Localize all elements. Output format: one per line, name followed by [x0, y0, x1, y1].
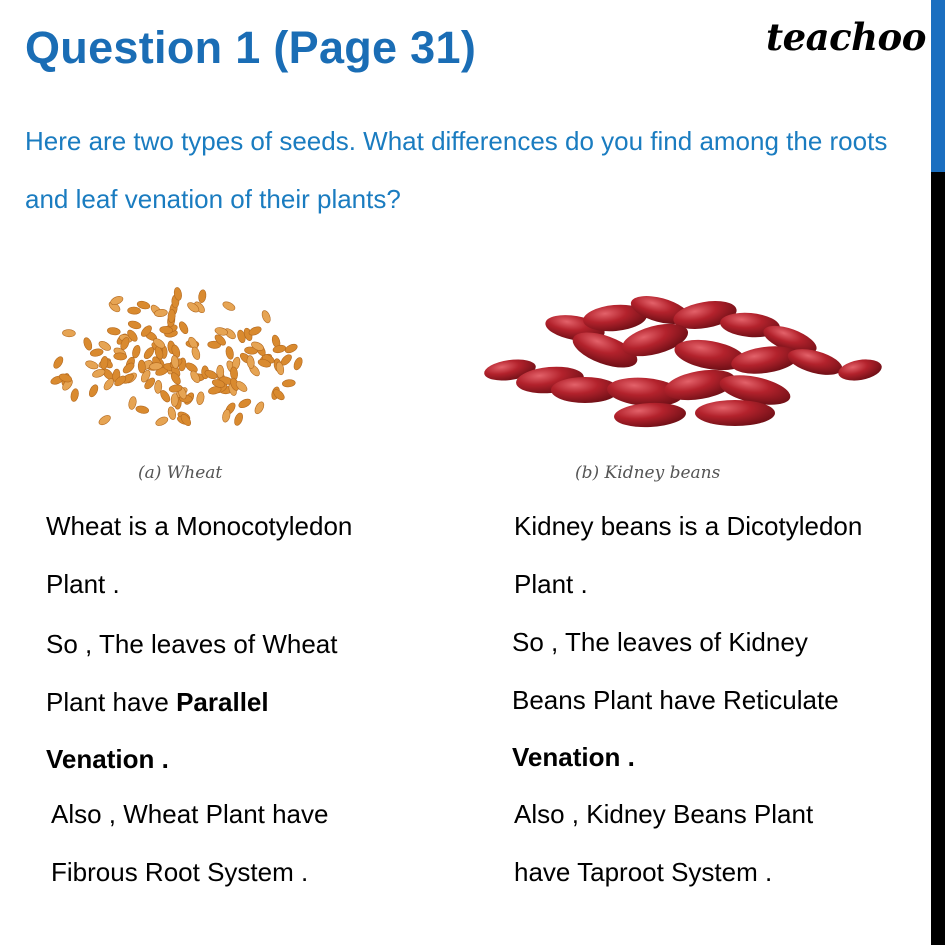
- beans-line-6: Also , Kidney Beans Plant: [514, 799, 814, 829]
- wheat-seeds-image: [40, 272, 340, 452]
- kidney-bean: [613, 401, 686, 429]
- beans-line-5: Venation .: [512, 742, 635, 772]
- wheat-caption: (a) Wheat: [138, 463, 223, 483]
- wheat-grain: [282, 379, 296, 388]
- wheat-grain: [154, 415, 169, 427]
- wheat-grain: [135, 405, 149, 415]
- question-text: Here are two types of seeds. What differences do you find among the roots and leaf venation of their plants?: [25, 126, 888, 214]
- beans-line-4: Beans Plant have Reticulate: [512, 685, 839, 715]
- wheat-grain: [70, 388, 80, 402]
- wheat-grain: [177, 320, 189, 335]
- wheat-line-3: So , The leaves of Wheat: [46, 629, 338, 659]
- wheat-line-2: Plant .: [46, 569, 120, 599]
- wheat-grain: [233, 412, 244, 427]
- wheat-grain: [127, 307, 140, 315]
- wheat-grain: [52, 355, 65, 370]
- wheat-grain: [131, 344, 141, 358]
- beans-line-1: Kidney beans is a Dicotyledon: [514, 511, 863, 541]
- kidney-bean: [695, 400, 775, 426]
- wheat-line-4-text: Plant have: [46, 687, 177, 717]
- wheat-grain: [292, 356, 304, 371]
- kidney-beans-caption: (b) Kidney beans: [575, 463, 721, 483]
- beans-line-7: have Taproot System .: [514, 857, 773, 887]
- wheat-grain: [221, 300, 236, 312]
- wheat-grain: [237, 397, 252, 409]
- wheat-line-5: Venation .: [46, 744, 169, 774]
- page-title: Question 1 (Page 31): [25, 22, 477, 73]
- wheat-grain: [88, 383, 100, 398]
- wheat-line-4: [46, 673, 269, 731]
- wheat-grain: [216, 365, 223, 378]
- wheat-venation-type: Parallel: [176, 687, 269, 717]
- wheat-grain: [246, 355, 255, 369]
- wheat-grain: [225, 346, 235, 360]
- wheat-grain: [90, 348, 104, 358]
- kidney-beans-image: [455, 270, 885, 450]
- wheat-grain: [260, 309, 272, 324]
- wheat-grain: [97, 413, 112, 426]
- wheat-grain: [253, 400, 266, 415]
- wheat-grain: [82, 337, 93, 352]
- wheat-line-6: Also , Wheat Plant have: [51, 799, 329, 829]
- wheat-grain: [62, 329, 75, 337]
- kidney-bean: [837, 356, 884, 383]
- wheat-grain: [190, 346, 201, 361]
- wheat-grain: [171, 393, 178, 406]
- wheat-grain: [107, 327, 121, 336]
- wheat-grain: [84, 359, 99, 370]
- beans-line-2: Plant .: [514, 569, 588, 599]
- wheat-grain: [196, 391, 205, 405]
- teachoo-logo: teachoo: [766, 15, 926, 59]
- wheat-grain: [127, 320, 141, 331]
- sidebar-accent: [931, 0, 945, 172]
- wheat-line-1: Wheat is a Monocotyledon: [46, 511, 353, 541]
- wheat-grain: [198, 289, 207, 303]
- wheat-line-7: Fibrous Root System .: [51, 857, 309, 887]
- beans-line-3: So , The leaves of Kidney: [512, 627, 808, 657]
